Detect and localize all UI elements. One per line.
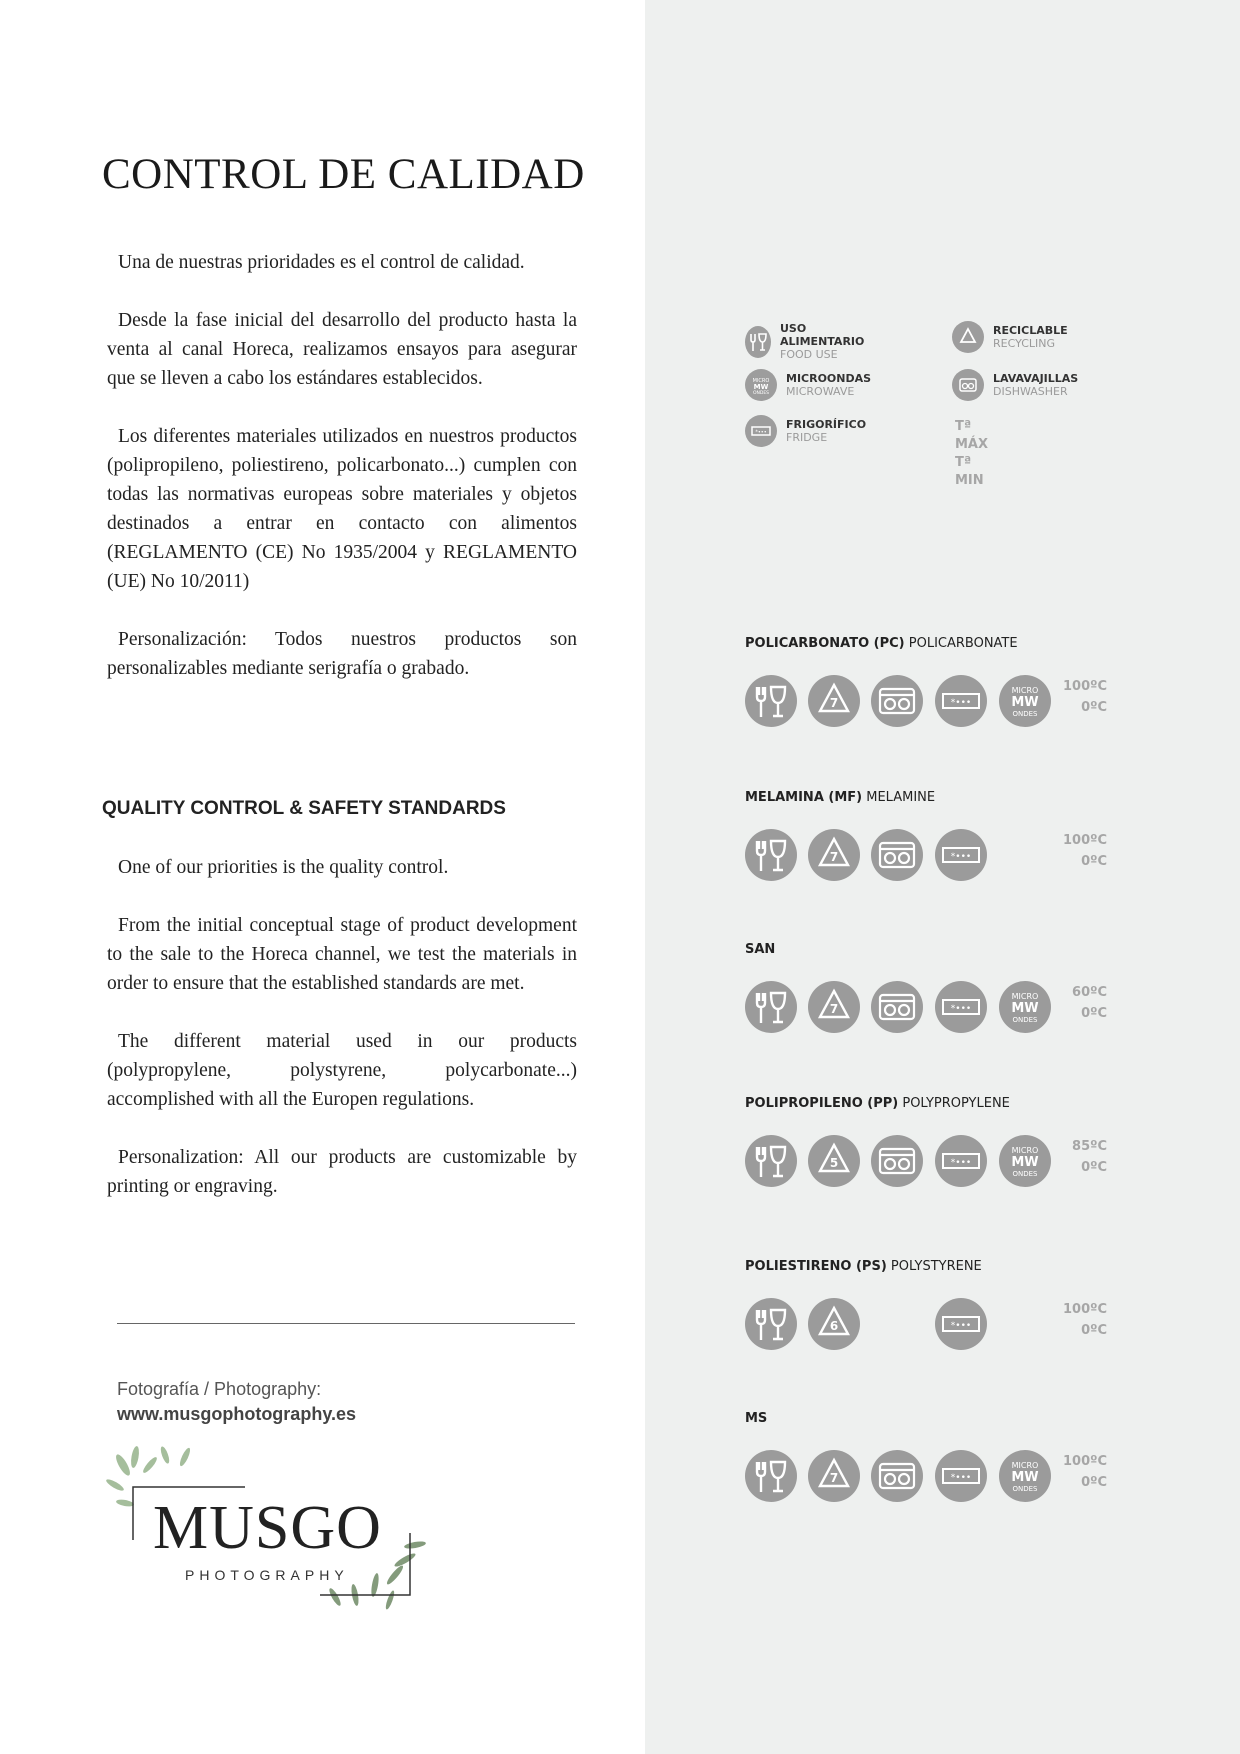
temp-min: 0ºC	[1081, 1475, 1107, 1490]
material-icons	[745, 1450, 1065, 1504]
svg-text:*•••: *•••	[950, 852, 972, 862]
material-icons	[745, 1135, 1065, 1189]
food-use-icon	[745, 829, 797, 881]
food-use-icon	[745, 1135, 797, 1187]
legend-food-use	[745, 322, 870, 361]
material-icons	[745, 675, 1065, 729]
en-paragraph: One of our priorities is the quality control.	[118, 857, 449, 878]
svg-text:MICRO: MICRO	[1011, 1461, 1039, 1470]
recycling-icon	[808, 1298, 860, 1350]
credit-label: Fotografía / Photography:	[117, 1379, 322, 1399]
svg-text:*•••: *•••	[950, 1004, 972, 1014]
material-name-en: MELAMINE	[866, 790, 936, 805]
legend-label-en: MICROWAVE	[786, 385, 855, 398]
material-ms	[745, 1411, 1115, 1521]
material-icons	[745, 981, 1065, 1035]
svg-text:MW: MW	[1011, 695, 1039, 710]
divider	[117, 1323, 575, 1324]
section-subtitle: QUALITY CONTROL & SAFETY STANDARDS	[102, 798, 506, 819]
temp-min: 0ºC	[1081, 854, 1107, 869]
spanish-text	[107, 248, 577, 712]
legend-label: MICROONDAS	[786, 372, 872, 385]
recycling-icon	[808, 675, 860, 727]
en-paragraph: From the initial conceptual stage of product development to the sale to the Horeca channel, we test the materials in order to ensure that the established standards are met.	[107, 915, 577, 994]
es-paragraph: Una de nuestras prioridades es el control de calidad.	[118, 252, 525, 273]
food-use-icon	[745, 981, 797, 1033]
food-use-icon	[745, 1450, 797, 1502]
svg-text:MW: MW	[1011, 1001, 1039, 1016]
english-text	[107, 853, 577, 1230]
temp-max: 85ºC	[1072, 1139, 1107, 1154]
material-icons	[745, 829, 1065, 883]
microwave-icon	[999, 675, 1051, 727]
recycling-icon	[808, 1450, 860, 1502]
recycling-icon	[808, 1135, 860, 1187]
svg-text:*•••: *•••	[950, 698, 972, 708]
temp-min: 0ºC	[1081, 1323, 1107, 1338]
svg-text:ONDES: ONDES	[1012, 710, 1038, 718]
legend-label-en: DISHWASHER	[993, 385, 1068, 398]
recycling-icon	[808, 981, 860, 1033]
svg-text:MW: MW	[1011, 1155, 1039, 1170]
svg-text:MW: MW	[753, 383, 769, 391]
legend-label: RECICLABLE	[993, 324, 1068, 337]
dishwasher-icon	[952, 369, 984, 401]
microwave-icon	[999, 981, 1051, 1033]
material-name-en: POLICARBONATE	[908, 636, 1018, 651]
legend-label-en: FRIDGE	[786, 431, 828, 444]
fridge-icon	[935, 1298, 987, 1350]
legend-fridge	[745, 415, 866, 447]
svg-text:5: 5	[829, 1156, 839, 1170]
temp-max-label: Tª MÁX	[955, 419, 989, 452]
es-paragraph: Personalización: Todos nuestros productos son personalizables mediante serigrafía o grabado.	[107, 629, 577, 679]
temp-min: 0ºC	[1081, 1160, 1107, 1175]
svg-text:7: 7	[829, 850, 839, 864]
svg-text:7: 7	[829, 1471, 839, 1485]
credit-link[interactable]: www.musgophotography.es	[117, 1404, 357, 1424]
svg-text:6: 6	[829, 1319, 839, 1333]
photo-credit	[117, 1377, 356, 1427]
recycling-icon	[808, 829, 860, 881]
musgo-logo	[105, 1445, 465, 1615]
svg-text:MICRO: MICRO	[1011, 1146, 1039, 1155]
dishwasher-icon	[871, 981, 923, 1033]
temp-max: 60ºC	[1072, 985, 1107, 1000]
page-title: CONTROL DE CALIDAD	[102, 151, 585, 198]
fridge-icon	[935, 1135, 987, 1187]
material-name: MELAMINA (MF)	[745, 790, 863, 805]
material-name: POLIESTIRENO (PS)	[745, 1259, 887, 1274]
svg-text:7: 7	[829, 1002, 839, 1016]
temp-max: 100ºC	[1062, 833, 1107, 848]
fridge-icon	[935, 981, 987, 1033]
temp-min-label: Tª MIN	[955, 455, 984, 488]
food-use-icon	[745, 326, 771, 358]
svg-text:*•••: *•••	[950, 1473, 972, 1483]
material-name: POLICARBONATO (PC)	[745, 636, 905, 651]
en-paragraph: The different material used in our products (polypropylene, polystyrene, polycarbonate...) accomplished with all the Europen regulations.	[107, 1031, 577, 1110]
food-use-icon	[745, 1298, 797, 1350]
en-paragraph: Personalization: All our products are customizable by printing or engraving.	[107, 1147, 577, 1197]
temp-max: 100ºC	[1062, 1302, 1107, 1317]
microwave-icon	[745, 369, 777, 401]
food-use-icon	[745, 675, 797, 727]
fridge-icon	[935, 675, 987, 727]
material-melamina	[745, 790, 1115, 900]
svg-text:MICRO: MICRO	[752, 378, 770, 384]
dishwasher-icon	[871, 1135, 923, 1187]
dishwasher-icon	[871, 1450, 923, 1502]
dishwasher-icon	[871, 675, 923, 727]
fridge-icon	[745, 415, 777, 447]
svg-text:7: 7	[829, 696, 839, 710]
temp-max: 100ºC	[1062, 679, 1107, 694]
temp-max: 100ºC	[1062, 1454, 1107, 1469]
svg-text:ONDES: ONDES	[1012, 1485, 1038, 1493]
material-policarbonato	[745, 636, 1115, 746]
microwave-icon	[999, 1450, 1051, 1502]
material-icons	[745, 1298, 1065, 1352]
legend-label: USO ALIMENTARIO	[780, 322, 865, 348]
legend-label-en: RECYCLING	[993, 337, 1056, 350]
legend-label: LAVAVAJILLAS	[993, 372, 1079, 385]
legend-microwave	[745, 369, 871, 401]
material-name: POLIPROPILENO (PP)	[745, 1096, 899, 1111]
material-name: MS	[745, 1411, 768, 1426]
svg-text:MICRO: MICRO	[1011, 992, 1039, 1001]
legend-dishwasher	[952, 369, 1078, 401]
logo-title: MUSGO	[153, 1494, 382, 1562]
logo-subtitle: PHOTOGRAPHY	[185, 1567, 349, 1583]
svg-text:ONDES: ONDES	[752, 391, 770, 396]
material-san	[745, 942, 1115, 1052]
svg-text:MICRO: MICRO	[1011, 686, 1039, 695]
material-poliestireno	[745, 1259, 1115, 1369]
microwave-icon	[999, 1135, 1051, 1187]
material-name-en: POLYSTYRENE	[890, 1259, 982, 1274]
temperature-legend	[955, 418, 988, 490]
es-paragraph: Desde la fase inicial del desarrollo del producto hasta la venta al canal Horeca, realizamos ensayos para asegurar que se lleven a cabo los estándares establecidos.	[107, 310, 577, 389]
legend-label: FRIGORÍFICO	[786, 418, 867, 431]
svg-text:ONDES: ONDES	[1012, 1016, 1038, 1024]
recycling-icon	[952, 321, 984, 353]
svg-text:*•••: *•••	[950, 1321, 972, 1331]
es-paragraph: Los diferentes materiales utilizados en nuestros productos (polipropileno, poliestireno, policarbonato...) cumplen con todas las normativas europeas sobre materiales y objetos destinados a entrar en contacto con alimentos (REGLAMENTO (CE) No 1935/2004 y REGLAMENTO (UE) No 10/2011)	[107, 426, 577, 592]
legend-label-en: FOOD USE	[780, 348, 838, 361]
fridge-icon	[935, 1450, 987, 1502]
temp-min: 0ºC	[1081, 1006, 1107, 1021]
dishwasher-icon	[871, 829, 923, 881]
svg-text:*•••: *•••	[950, 1158, 972, 1168]
fridge-icon	[935, 829, 987, 881]
material-name-en: POLYPROPYLENE	[902, 1096, 1010, 1111]
material-polipropileno	[745, 1096, 1115, 1206]
svg-text:*•••: *•••	[755, 429, 767, 436]
material-name: SAN	[745, 942, 776, 957]
temp-min: 0ºC	[1081, 700, 1107, 715]
svg-text:MW: MW	[1011, 1470, 1039, 1485]
svg-text:ONDES: ONDES	[1012, 1170, 1038, 1178]
legend-recycling	[952, 321, 1068, 353]
